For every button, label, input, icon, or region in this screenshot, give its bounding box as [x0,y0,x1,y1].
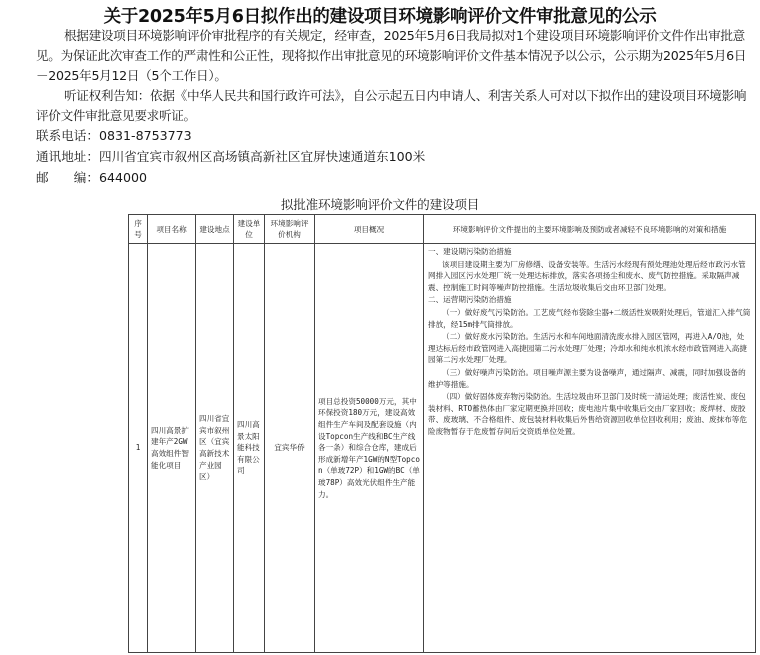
table-row [129,244,756,653]
measures-construction-text: 该项目建设期主要为厂房修缮、设备安装等。生活污水经现有预处理池处理后经市政污水管网排入园区污水处理厂统一处理达标排放，落实各项扬尘和废水、废气防控措施。采取隔声减震、控制施工时间等噪声防控措施。生活垃圾收集后交由环卫部门处理。 [428,259,746,292]
cell-measures [424,244,756,653]
header-eia-agency: 环境影响评价机构 [265,215,315,244]
cell-eia-agency: 宜宾华侨 [265,244,315,653]
cell-index: 1 [129,244,148,653]
header-overview: 项目概况 [315,215,424,244]
cell-project-name: 四川高景扩建年产2GW高效组件智能化项目 [148,244,196,653]
header-measures: 环境影响评价文件提出的主要环境影响及预防或者减轻不良环境影响的对策和措施 [424,215,756,244]
header-project-name: 项目名称 [148,215,196,244]
contact-phone: 联系电话：0831-8753773 [36,128,192,143]
cell-builder: 四川高景太阳能科技有限公司 [234,244,265,653]
hearing-notice-paragraph: 听证权利告知：依据《中华人民共和国行政许可法》，自公示起五日内申请人、利害关系人可对以下拟作出的建设项目环境影响评价文件审批意见要求听证。 [36,88,747,123]
measures-air: （一）做好废气污染防治。工艺废气经布袋除尘器+二级活性炭吸附处理后，管道汇入排气筒排放，经15m排气筒排放。 [428,307,751,329]
header-location: 建设地点 [196,215,234,244]
measures-water: （二）做好废水污染防治。生活污水和车间地面清洗废水排入园区管网，再进入A/O池，处理达标后经市政管网进入高捷园第二污水处理厂处理；冷却水和纯水机浓水经市政管网进入高捷园第二污水处理厂处理。 [428,332,747,365]
page-title: 关于2025年5月6日拟作出的建设项目环境影响评价文件审批意见的公示 [103,7,657,27]
mailing-address: 通讯地址：四川省宜宾市叙州区高场镇高新社区宜屏快速通道东100米 [36,149,426,164]
measures-solid-waste: （四）做好固体废弃物污染防治。生活垃圾由环卫部门及时统一清运处理；废活性炭、废包装材料、RTO蓄热体由厂家定期更换并回收；废电池片集中收集后交由厂家回收；废焊材、废胶带、废玻璃、不合格组件、废包装材料收集后外售给资源回收单位回收利用；废油、废抹布等危险废物暂存于危废暂存间后交资质单位处置。 [428,392,747,436]
project-table [128,214,756,653]
table-caption: 拟批准环境影响评价文件的建设项目 [280,197,480,212]
measures-heading-construction: 一、建设期污染防治措施 [428,247,512,256]
header-index: 序号 [129,215,148,244]
header-builder: 建设单位 [234,215,265,244]
intro-section [36,26,748,126]
table-header-row [129,215,756,244]
cell-location: 四川省宜宾市叙州区（宜宾高新技术产业园区） [196,244,234,653]
measures-heading-operation: 二、运营期污染防治措施 [428,295,512,305]
postcode: 邮 编：644000 [36,170,148,185]
cell-overview: 项目总投资50000万元，其中环保投资180万元，建设高效组件生产车间及配套设施（内设Topcon生产线和BC生产线各一条）和综合仓库，建成后形成新增年产1GW的N型Topcon（单玻72P）和1GW的BC（单玻78P）高效光伏组件生产能力。 [315,244,424,653]
measures-noise: （三）做好噪声污染防治。项目噪声源主要为设备噪声，通过隔声、减震，同时加强设备的维护等措施。 [428,367,746,389]
intro-paragraph: 根据建设项目环境影响评价审批程序的有关规定，经审查，2025年5月6日我局拟对1个建设项目环境影响评价文件作出审批意见。为保证此次审查工作的严肃性和公正性，现将拟作出审批意见的环境影响评价文件基本情况予以公示，公示期为2025年5月6日－2025年5月12日（5个工作日）。 [36,28,747,83]
